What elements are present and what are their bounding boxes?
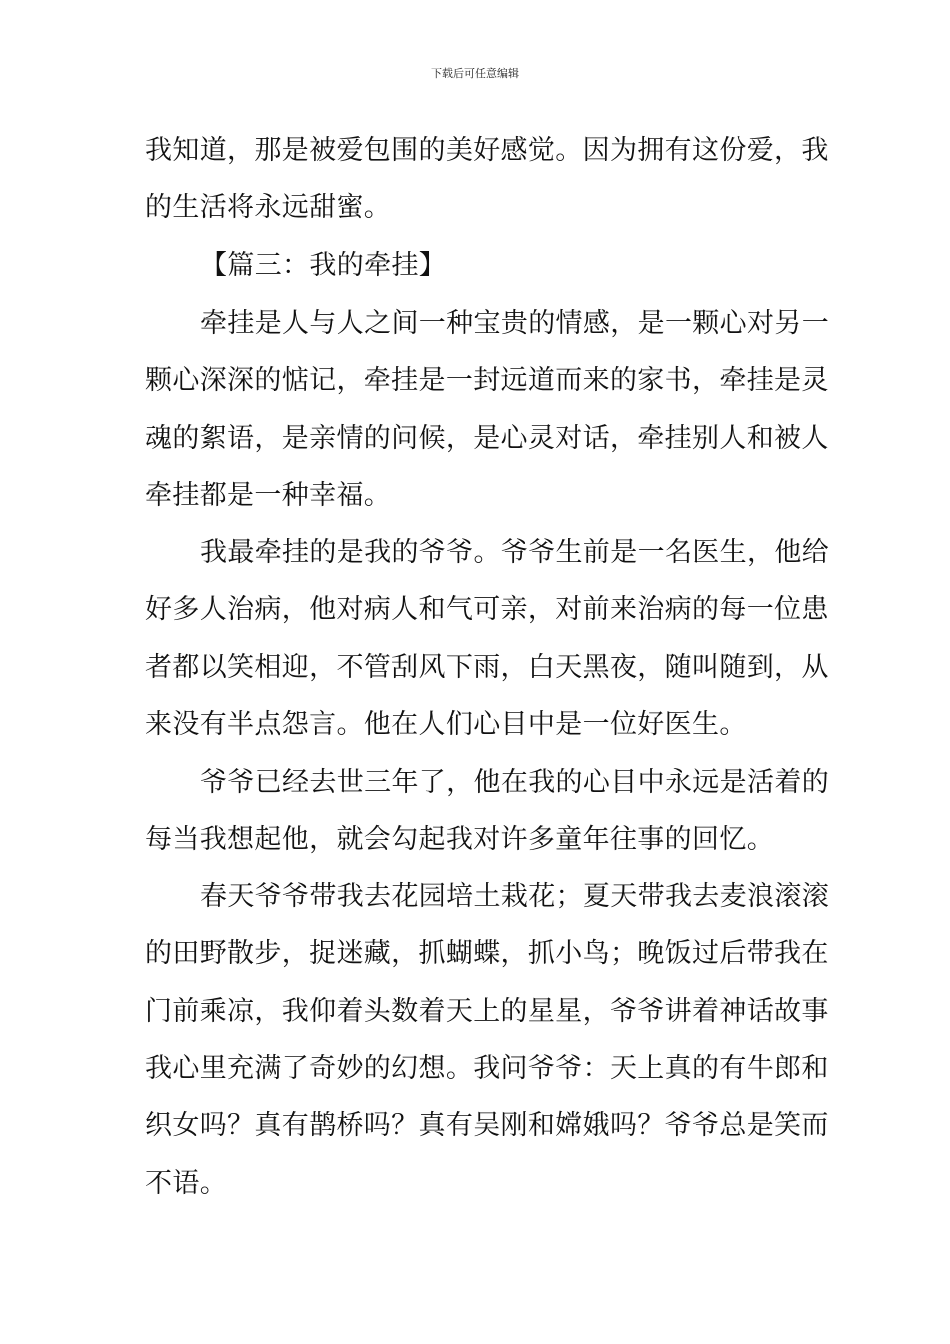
paragraph-line: 来没有半点怨言。他在人们心目中是一位好医生。 [145,709,747,740]
paragraph-line: 每当我想起他，就会勾起我对许多童年往事的回忆。 [145,824,775,855]
paragraph-line: 的生活将永远甜蜜。 [145,192,392,223]
paragraph-line: 魂的絮语，是亲情的问候，是心灵对话，牵挂别人和被人 [145,423,829,454]
paragraph-line: 牵挂都是一种幸福。 [145,480,392,511]
paragraph-line: 我最牵挂的是我的爷爷。爷爷生前是一名医生，他给 [200,537,830,568]
paragraph-line: 门前乘凉，我仰着头数着天上的星星，爷爷讲着神话故事 [145,996,829,1027]
paragraph-line: 织女吗？真有鹊桥吗？真有吴刚和嫦娥吗？爷爷总是笑而 [145,1110,829,1141]
paragraph-line: 的田野散步，捉迷藏，抓蝴蝶，抓小鸟；晚饭过后带我在 [145,938,829,969]
paragraph-line: 颗心深深的惦记，牵挂是一封远道而来的家书，牵挂是灵 [145,365,829,396]
paragraph-line: 牵挂是人与人之间一种宝贵的情感，是一颗心对另一 [200,308,830,339]
paragraph-line: 爷爷已经去世三年了，他在我的心目中永远是活着的 [200,767,830,798]
paragraph-line: 春天爷爷带我去花园培土栽花；夏天带我去麦浪滚滚 [200,881,830,912]
paragraph-line: 不语。 [145,1168,228,1199]
page-header: 下载后可任意编辑 [431,67,519,80]
paragraph-line: 者都以笑相迎，不管刮风下雨，白天黑夜，随叫随到，从 [145,652,829,683]
paragraph-line: 好多人治病，他对病人和气可亲，对前来治病的每一位患 [145,594,829,625]
paragraph-line: 我心里充满了奇妙的幻想。我问爷爷：天上真的有牛郎和 [145,1053,829,1084]
paragraph-line: 我知道，那是被爱包围的美好感觉。因为拥有这份爱，我 [145,135,829,166]
section-heading: 【篇三：我的牵挂】 [200,250,447,281]
